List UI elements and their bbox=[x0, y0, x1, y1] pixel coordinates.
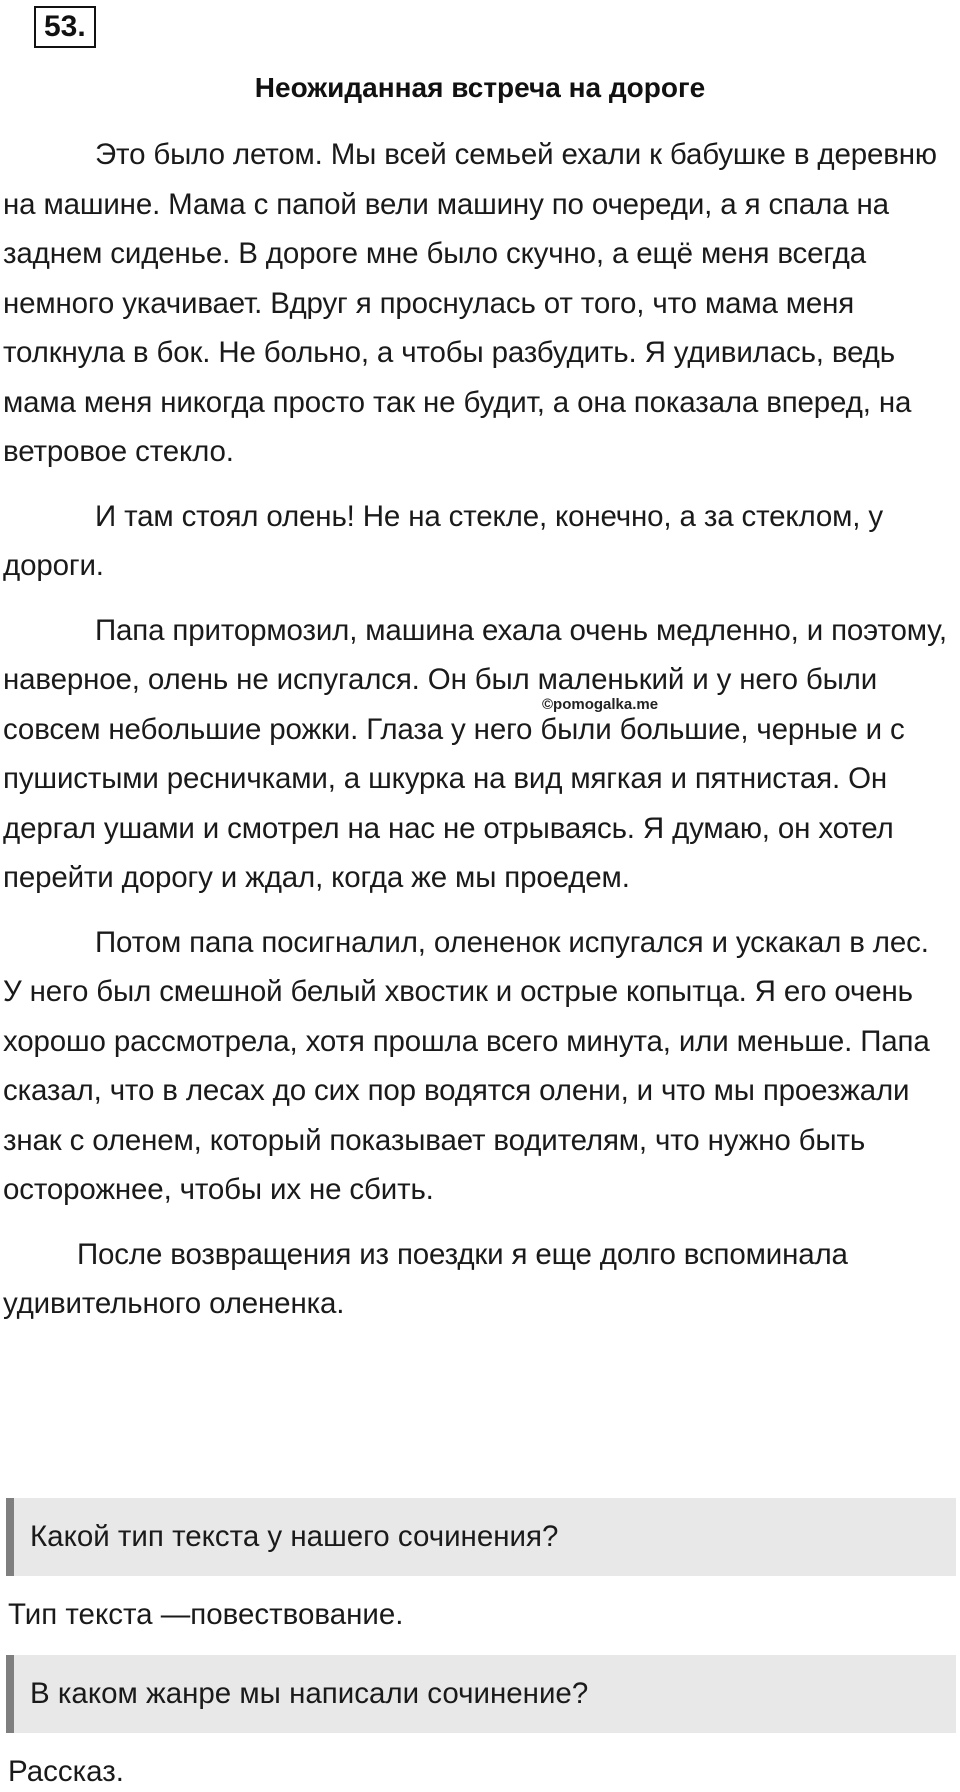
paragraph: Это было летом. Мы всей семьей ехали к бабушке в деревню на машине. Мама с папой вели машину по очереди, а я спала на заднем сиденье. В дороге мне было скучно, а ещё меня всегда немного укачивает. Вдруг я проснулась от того, что мама меня толкнула в бок. Не больно, а чтобы разбудить. Я удивилась, ведь мама меня никогда просто так не будит, а она показала вперед, на ветровое стекло. bbox=[3, 138, 937, 468]
essay-title: Неожиданная встреча на дороге bbox=[254, 72, 706, 103]
question-box: В каком жанре мы написали сочинение? bbox=[6, 1655, 956, 1733]
essay-body bbox=[3, 130, 955, 1344]
question-box: Какой тип текста у нашего сочинения? bbox=[6, 1498, 956, 1576]
task-number-box: 53. bbox=[34, 6, 96, 48]
paragraph: После возвращения из поездки я еще долго вспоминала удивительного олененка. bbox=[3, 1237, 848, 1320]
answer-text: Тип текста —повествование. bbox=[8, 1598, 404, 1631]
qa-block-2 bbox=[6, 1655, 956, 1792]
paragraph: Потом папа посигналил, олененок испугался и ускакал в лес. У него был смешной белый хвостик и острые копытца. Я его очень хорошо рассмотрела, хотя прошла всего минута, или меньше. Папа сказал, что в лесах до сих пор водятся олени, и что мы проезжали знак с оленем, который показывает водителям, что нужно быть осторожнее, чтобы их не сбить. bbox=[3, 925, 930, 1206]
answer-text: Рассказ. bbox=[8, 1755, 124, 1788]
qa-block-1 bbox=[6, 1498, 956, 1635]
paragraph: И там стоял олень! Не на стекле, конечно, а за стеклом, у дороги. bbox=[3, 499, 883, 582]
watermark: ©pomogalka.me bbox=[542, 696, 659, 713]
paragraph: Папа притормозил, машина ехала очень медленно, и поэтому, наверное, олень не испугался. Он был маленький и у него были совсем небольшие рожки. Глаза у него были большие, черные и с пушистыми ресничками, а шкурка на вид мягкая и пятнистая. Он дергал ушами и смотрел на нас не отрываясь. Я думаю, он хотел перейти дорогу и ждал, когда же мы проедем. bbox=[3, 613, 947, 894]
